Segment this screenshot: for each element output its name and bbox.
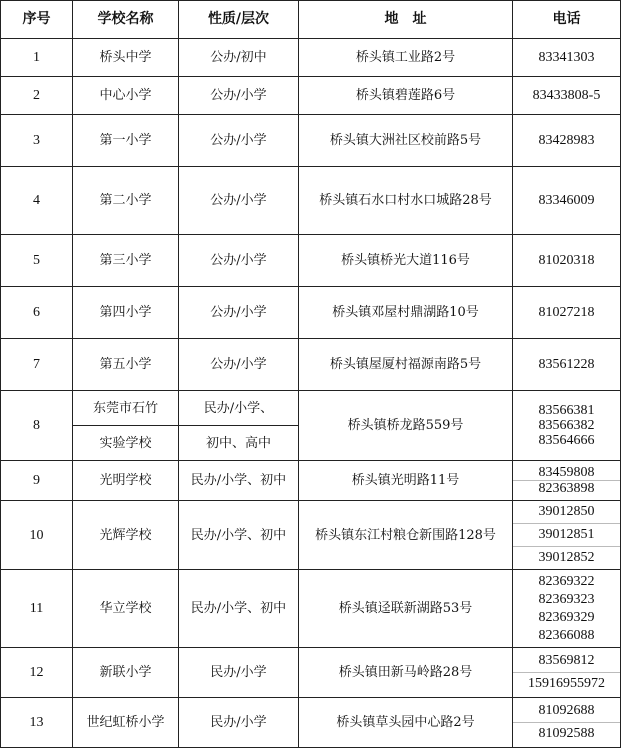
seq-cell: 8 — [1, 391, 73, 461]
address-cell: 桥头镇草头园中心路2号 — [299, 698, 513, 748]
phone-number: 82369329 — [538, 609, 595, 625]
seq-cell: 4 — [1, 167, 73, 235]
school-name-cell: 桥头中学 — [73, 39, 179, 77]
seq-cell: 3 — [1, 115, 73, 167]
phone-cell: 83341303 — [513, 39, 621, 77]
phone-cell — [513, 461, 621, 501]
phone-number: 83564666 — [538, 433, 595, 448]
phone-cell — [513, 698, 621, 748]
table-row — [1, 235, 621, 287]
table-row — [1, 501, 621, 570]
phone-number: 83569812 — [538, 653, 595, 668]
phone-number: 82369322 — [538, 573, 595, 589]
table-row — [1, 648, 621, 698]
phone-cell: 83433808-5 — [513, 77, 621, 115]
table-row — [1, 461, 621, 501]
school-name-cell: 世纪虹桥小学 — [73, 698, 179, 748]
nature-cell: 公办/小学 — [179, 115, 299, 167]
phone-number: 82369323 — [538, 591, 595, 607]
table-row — [1, 167, 621, 235]
phone-cell — [513, 570, 621, 648]
header-nature: 性质/层次 — [179, 1, 299, 39]
table-row — [1, 698, 621, 748]
address-cell: 桥头镇桥龙路559号 — [299, 391, 513, 461]
nature-cell: 民办/小学、初中 — [179, 501, 299, 570]
phone-cell: 81027218 — [513, 287, 621, 339]
address-cell: 桥头镇大洲社区校前路5号 — [299, 115, 513, 167]
seq-cell: 1 — [1, 39, 73, 77]
school-name-cell: 华立学校 — [73, 570, 179, 648]
school-name-cell: 第五小学 — [73, 339, 179, 391]
phone-cell — [513, 391, 621, 461]
seq-cell: 10 — [1, 501, 73, 570]
address-cell: 桥头镇石水口村水口城路28号 — [299, 167, 513, 235]
address-cell: 桥头镇东江村粮仓新围路128号 — [299, 501, 513, 570]
school-name-cell: 光明学校 — [73, 461, 179, 501]
nature-cell: 民办/小学、初中 — [179, 570, 299, 648]
phone-number: 39012850 — [538, 504, 595, 519]
nature-cell: 公办/小学 — [179, 287, 299, 339]
address-cell: 桥头镇光明路11号 — [299, 461, 513, 501]
phone-number: 83566381 — [538, 403, 595, 418]
seq-cell: 12 — [1, 648, 73, 698]
school-name-cell: 第四小学 — [73, 287, 179, 339]
school-name-cell: 实验学校 — [73, 426, 179, 461]
phone-cell: 81020318 — [513, 235, 621, 287]
table-row — [1, 339, 621, 391]
header-address: 地 址 — [299, 1, 513, 39]
phone-number: 82363898 — [513, 480, 620, 496]
phone-cell — [513, 648, 621, 698]
address-cell: 桥头镇邓屋村鼎湖路10号 — [299, 287, 513, 339]
table-row — [1, 39, 621, 77]
phone-number: 81092588 — [513, 722, 620, 745]
header-school: 学校名称 — [73, 1, 179, 39]
address-cell: 桥头镇桥光大道116号 — [299, 235, 513, 287]
address-cell: 桥头镇迳联新湖路53号 — [299, 570, 513, 648]
phone-number: 39012852 — [513, 546, 620, 569]
phone-cell — [513, 501, 621, 570]
table-row — [1, 391, 621, 426]
phone-cell: 83428983 — [513, 115, 621, 167]
nature-cell: 民办/小学 — [179, 698, 299, 748]
seq-cell: 7 — [1, 339, 73, 391]
school-name-cell: 中心小学 — [73, 77, 179, 115]
phone-number: 15916955972 — [513, 672, 620, 695]
nature-cell: 公办/小学 — [179, 77, 299, 115]
address-cell: 桥头镇田新马岭路28号 — [299, 648, 513, 698]
table-row — [1, 115, 621, 167]
school-name-cell: 光辉学校 — [73, 501, 179, 570]
seq-cell: 13 — [1, 698, 73, 748]
nature-cell: 公办/初中 — [179, 39, 299, 77]
nature-cell: 民办/小学 — [179, 648, 299, 698]
nature-cell: 民办/小学、 — [179, 391, 299, 426]
address-cell: 桥头镇碧莲路6号 — [299, 77, 513, 115]
school-name-cell: 新联小学 — [73, 648, 179, 698]
phone-cell: 83346009 — [513, 167, 621, 235]
nature-cell: 公办/小学 — [179, 235, 299, 287]
school-name-cell: 东莞市石竹 — [73, 391, 179, 426]
school-name-cell: 第三小学 — [73, 235, 179, 287]
header-seq: 序号 — [1, 1, 73, 39]
seq-cell: 2 — [1, 77, 73, 115]
phone-number: 82366088 — [538, 627, 595, 643]
phone-number: 39012851 — [513, 523, 620, 546]
phone-number: 81092688 — [538, 703, 595, 718]
phone-cell: 83561228 — [513, 339, 621, 391]
table-row — [1, 77, 621, 115]
address-cell: 桥头镇工业路2号 — [299, 39, 513, 77]
address-cell: 桥头镇屋厦村福源南路5号 — [299, 339, 513, 391]
seq-cell: 5 — [1, 235, 73, 287]
table-row — [1, 570, 621, 648]
seq-cell: 9 — [1, 461, 73, 501]
school-name-cell: 第二小学 — [73, 167, 179, 235]
school-name-cell: 第一小学 — [73, 115, 179, 167]
header-row — [1, 1, 621, 39]
phone-number: 83459808 — [538, 465, 595, 480]
nature-cell: 公办/小学 — [179, 167, 299, 235]
header-phone: 电话 — [513, 1, 621, 39]
phone-number: 83566382 — [538, 418, 595, 433]
nature-cell: 民办/小学、初中 — [179, 461, 299, 501]
seq-cell: 6 — [1, 287, 73, 339]
nature-cell: 公办/小学 — [179, 339, 299, 391]
seq-cell: 11 — [1, 570, 73, 648]
table-row — [1, 287, 621, 339]
nature-cell: 初中、高中 — [179, 426, 299, 461]
